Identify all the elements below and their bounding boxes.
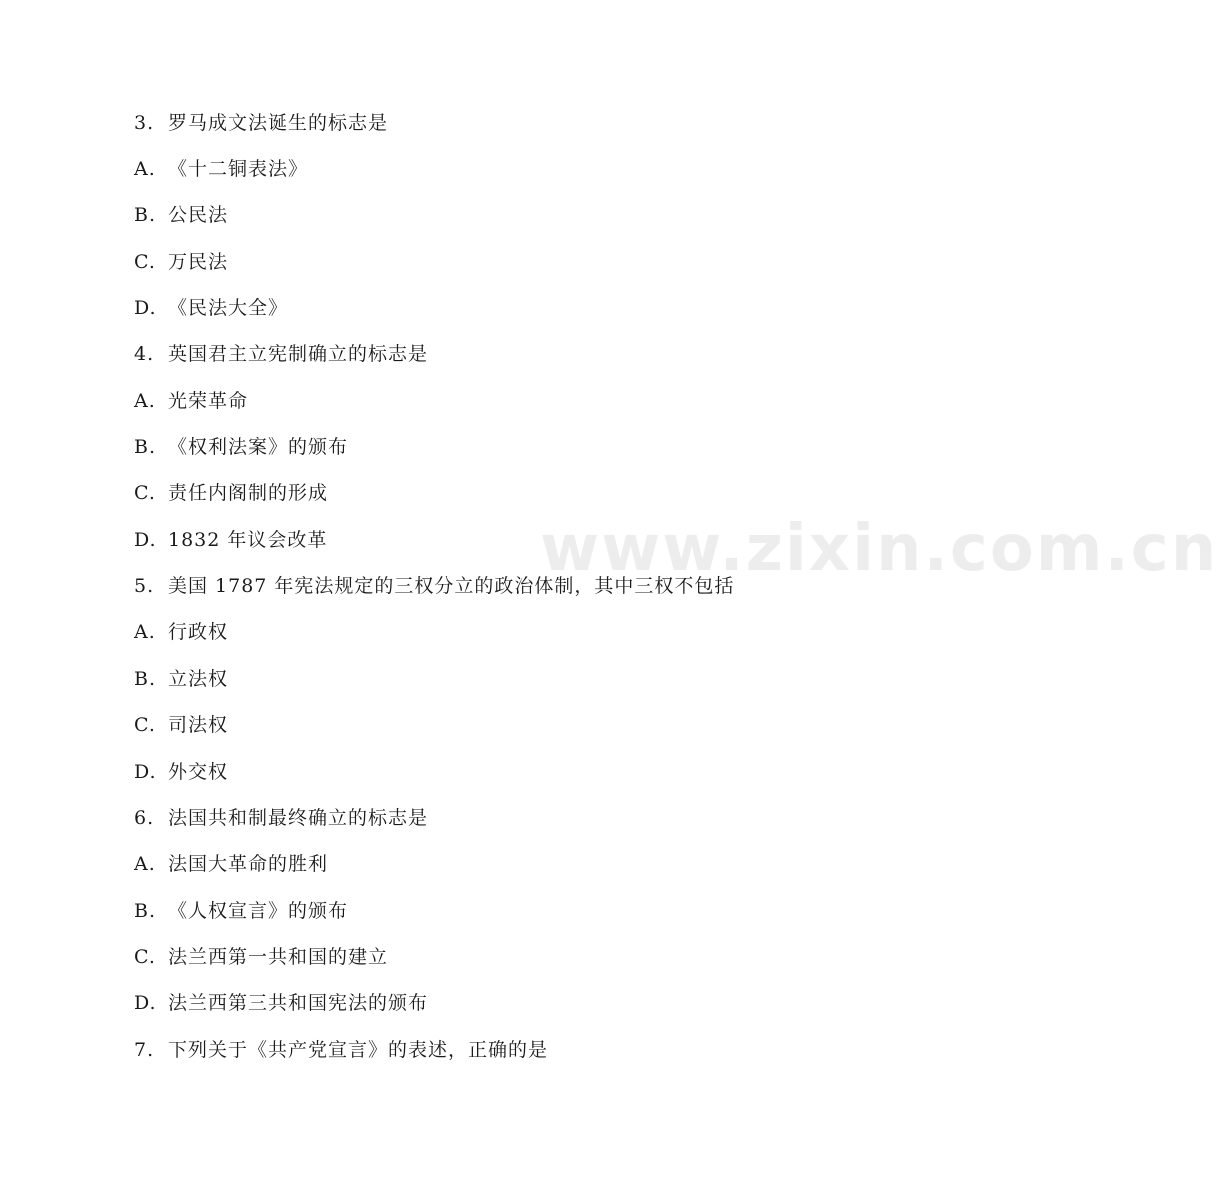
option-text: 光荣革命: [168, 390, 249, 412]
question-number: 7.: [134, 1039, 155, 1061]
option-letter: D.: [134, 297, 157, 319]
option-text: 公民法: [168, 204, 229, 226]
question-4-option-a: [134, 389, 248, 413]
option-letter: A.: [134, 158, 156, 180]
question-number: 4.: [134, 343, 155, 365]
option-text: 行政权: [168, 621, 229, 643]
question-5: [134, 574, 734, 598]
question-5-option-a: [134, 620, 228, 644]
option-text: 法兰西第三共和国宪法的颁布: [168, 992, 429, 1014]
question-7: [134, 1038, 548, 1062]
question-5-option-d: [134, 760, 228, 784]
question-6-option-c: [134, 945, 388, 969]
option-text: 责任内阁制的形成: [168, 482, 329, 504]
question-text: 英国君主立宪制确立的标志是: [168, 343, 429, 365]
option-text: 《十二铜表法》: [168, 158, 309, 180]
option-letter: C.: [134, 482, 156, 504]
question-4-option-c: [134, 481, 328, 505]
question-6-option-d: [134, 991, 428, 1015]
question-4-option-b: [134, 435, 348, 459]
option-text: 《人权宣言》的颁布: [168, 900, 349, 922]
question-6-option-a: [134, 852, 328, 876]
question-text: 罗马成文法诞生的标志是: [168, 112, 389, 134]
question-6: [134, 806, 428, 830]
question-text: 下列关于《共产党宣言》的表述，正确的是: [168, 1039, 549, 1061]
question-number: 6.: [134, 807, 155, 829]
option-text: 1832 年议会改革: [168, 529, 328, 551]
option-letter: D.: [134, 529, 157, 551]
option-letter: C.: [134, 714, 156, 736]
question-5-option-b: [134, 667, 228, 691]
option-text: 法国大革命的胜利: [168, 853, 329, 875]
question-number: 3.: [134, 112, 155, 134]
question-4-option-d: [134, 528, 327, 552]
question-3-option-a: [134, 157, 308, 181]
watermark: www.zixin.com.cn: [540, 512, 1218, 586]
question-text: 法国共和制最终确立的标志是: [168, 807, 429, 829]
option-letter: D.: [134, 992, 157, 1014]
option-letter: A.: [134, 390, 156, 412]
question-number: 5.: [134, 575, 155, 597]
question-3: [134, 111, 388, 135]
question-4: [134, 342, 428, 366]
question-3-option-c: [134, 250, 228, 274]
option-text: 《民法大全》: [168, 297, 289, 319]
question-6-option-b: [134, 899, 348, 923]
option-letter: B.: [134, 900, 157, 922]
option-letter: D.: [134, 761, 157, 783]
question-3-option-b: [134, 203, 228, 227]
option-letter: B.: [134, 204, 157, 226]
option-text: 万民法: [168, 251, 229, 273]
option-letter: A.: [134, 621, 156, 643]
option-text: 法兰西第一共和国的建立: [168, 946, 389, 968]
option-text: 司法权: [168, 714, 229, 736]
option-letter: B.: [134, 668, 157, 690]
question-5-option-c: [134, 713, 228, 737]
option-text: 《权利法案》的颁布: [168, 436, 349, 458]
question-text: 美国 1787 年宪法规定的三权分立的政治体制，其中三权不包括: [168, 575, 735, 597]
option-letter: C.: [134, 251, 156, 273]
option-letter: B.: [134, 436, 157, 458]
option-letter: C.: [134, 946, 156, 968]
option-text: 立法权: [168, 668, 229, 690]
option-text: 外交权: [168, 761, 229, 783]
option-letter: A.: [134, 853, 156, 875]
question-3-option-d: [134, 296, 288, 320]
